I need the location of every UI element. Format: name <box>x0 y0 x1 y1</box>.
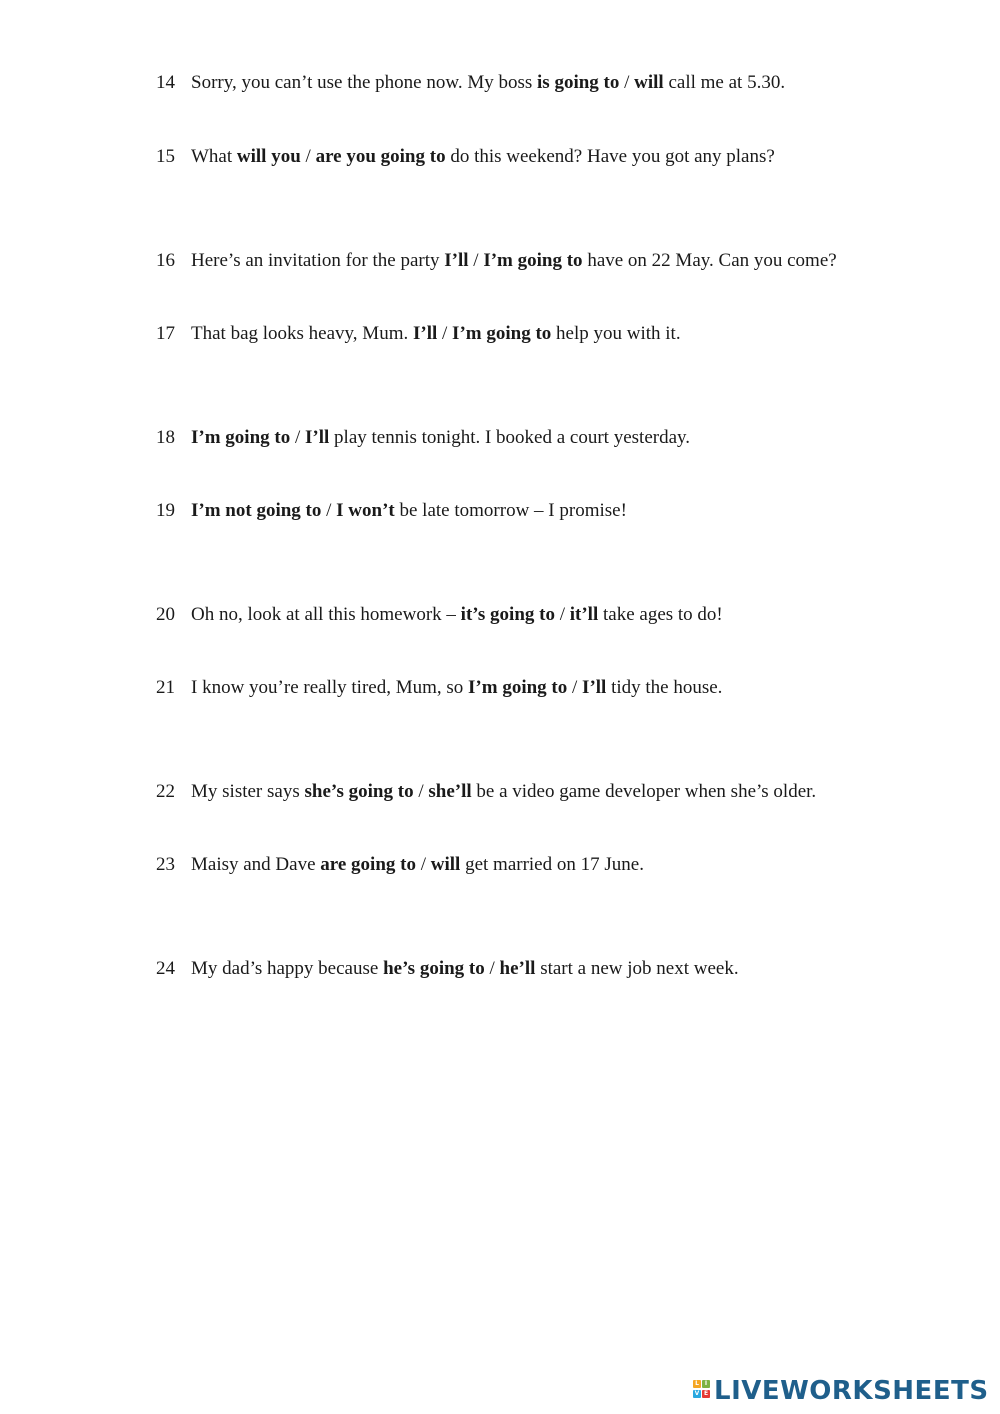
exercise-item-22 <box>156 780 816 804</box>
option-2[interactable]: will <box>634 72 664 93</box>
option-1[interactable]: I’ll <box>412 323 438 344</box>
liveworksheets-logo[interactable] <box>693 1376 989 1406</box>
item-text-before: My dad’s happy because <box>191 958 384 979</box>
option-1[interactable]: it’s going to <box>460 604 555 625</box>
logo-mark-letter: V <box>694 1390 700 1397</box>
option-separator: / <box>567 677 583 698</box>
option-2[interactable]: she’ll <box>428 781 472 802</box>
exercise-item-24 <box>156 957 739 981</box>
option-2[interactable]: I’m going to <box>483 250 583 271</box>
exercise-item-16 <box>156 249 837 273</box>
item-text-after: tidy the house. <box>606 677 723 698</box>
option-2[interactable]: he’ll <box>499 958 536 979</box>
option-1[interactable]: I’m not going to <box>191 500 322 521</box>
logo-mark-letter: L <box>693 1380 701 1388</box>
option-separator: / <box>484 958 500 979</box>
item-number: 19 <box>156 500 175 521</box>
item-text-before: Oh no, look at all this homework – <box>191 604 461 625</box>
item-text-after: take ages to do! <box>598 604 723 625</box>
item-text-after: help you with it. <box>551 323 681 344</box>
exercise-item-17 <box>156 322 681 346</box>
item-text-after: have on 22 May. Can you come? <box>582 250 837 271</box>
option-1[interactable]: are going to <box>320 854 416 875</box>
option-separator: / <box>554 604 570 625</box>
item-text-before: Sorry, you can’t use the phone now. My boss <box>191 72 538 93</box>
option-separator: / <box>300 146 316 167</box>
item-text-after: play tennis tonight. I booked a court yesterday. <box>329 427 691 448</box>
exercise-item-19 <box>156 499 627 523</box>
item-text-before: Maisy and Dave <box>191 854 321 875</box>
item-number: 16 <box>156 250 175 271</box>
item-number: 22 <box>156 781 175 802</box>
item-number: 21 <box>156 677 175 698</box>
option-1[interactable]: I’m going to <box>468 677 568 698</box>
item-text-after: do this weekend? Have you got any plans? <box>445 146 775 167</box>
option-separator: / <box>290 427 306 448</box>
logo-mark-letter: I <box>702 1380 710 1388</box>
item-text-before: I know you’re really tired, Mum, so <box>191 677 469 698</box>
item-text-before: That bag looks heavy, Mum. <box>191 323 413 344</box>
item-text-before: What <box>191 146 237 167</box>
option-2[interactable]: I’ll <box>582 677 607 698</box>
option-1[interactable]: he’s going to <box>383 958 485 979</box>
option-2[interactable]: will <box>430 854 461 875</box>
exercise-item-23 <box>156 853 644 877</box>
exercise-item-15 <box>156 145 775 169</box>
option-separator: / <box>619 72 635 93</box>
item-number: 15 <box>156 146 175 167</box>
option-1[interactable]: I’ll <box>444 250 469 271</box>
liveworksheets-logo-text: LIVEWORKSHEETS <box>714 1376 989 1406</box>
item-number: 20 <box>156 604 175 625</box>
option-separator: / <box>415 854 431 875</box>
item-text-after: start a new job next week. <box>535 958 739 979</box>
item-text-before: Here’s an invitation for the party <box>191 250 445 271</box>
option-1[interactable]: will you <box>236 146 301 167</box>
exercise-item-21 <box>156 676 722 700</box>
item-text-after: be a video game developer when she’s older. <box>471 781 817 802</box>
item-number: 14 <box>156 72 175 93</box>
option-1[interactable]: she’s going to <box>304 781 414 802</box>
item-number: 18 <box>156 427 175 448</box>
option-2[interactable]: I won’t <box>336 500 395 521</box>
exercise-item-18 <box>156 426 690 450</box>
exercise-item-20 <box>156 603 723 627</box>
option-separator: / <box>321 500 337 521</box>
option-2[interactable]: it’ll <box>569 604 599 625</box>
item-text-before: My sister says <box>191 781 305 802</box>
item-text-after: call me at 5.30. <box>663 72 786 93</box>
item-number: 17 <box>156 323 175 344</box>
option-1[interactable]: is going to <box>537 72 620 93</box>
item-number: 24 <box>156 958 175 979</box>
item-number: 23 <box>156 854 175 875</box>
liveworksheets-logo-icon <box>693 1378 711 1404</box>
option-2[interactable]: I’m going to <box>452 323 552 344</box>
option-2[interactable]: I’ll <box>305 427 330 448</box>
logo-mark-letter: E <box>703 1390 709 1397</box>
option-separator: / <box>413 781 429 802</box>
exercise-item-14 <box>156 71 785 95</box>
option-separator: / <box>468 250 484 271</box>
option-1[interactable]: I’m going to <box>191 427 291 448</box>
item-text-after: be late tomorrow – I promise! <box>394 500 627 521</box>
option-separator: / <box>437 323 453 344</box>
option-2[interactable]: are you going to <box>315 146 446 167</box>
item-text-after: get married on 17 June. <box>460 854 644 875</box>
